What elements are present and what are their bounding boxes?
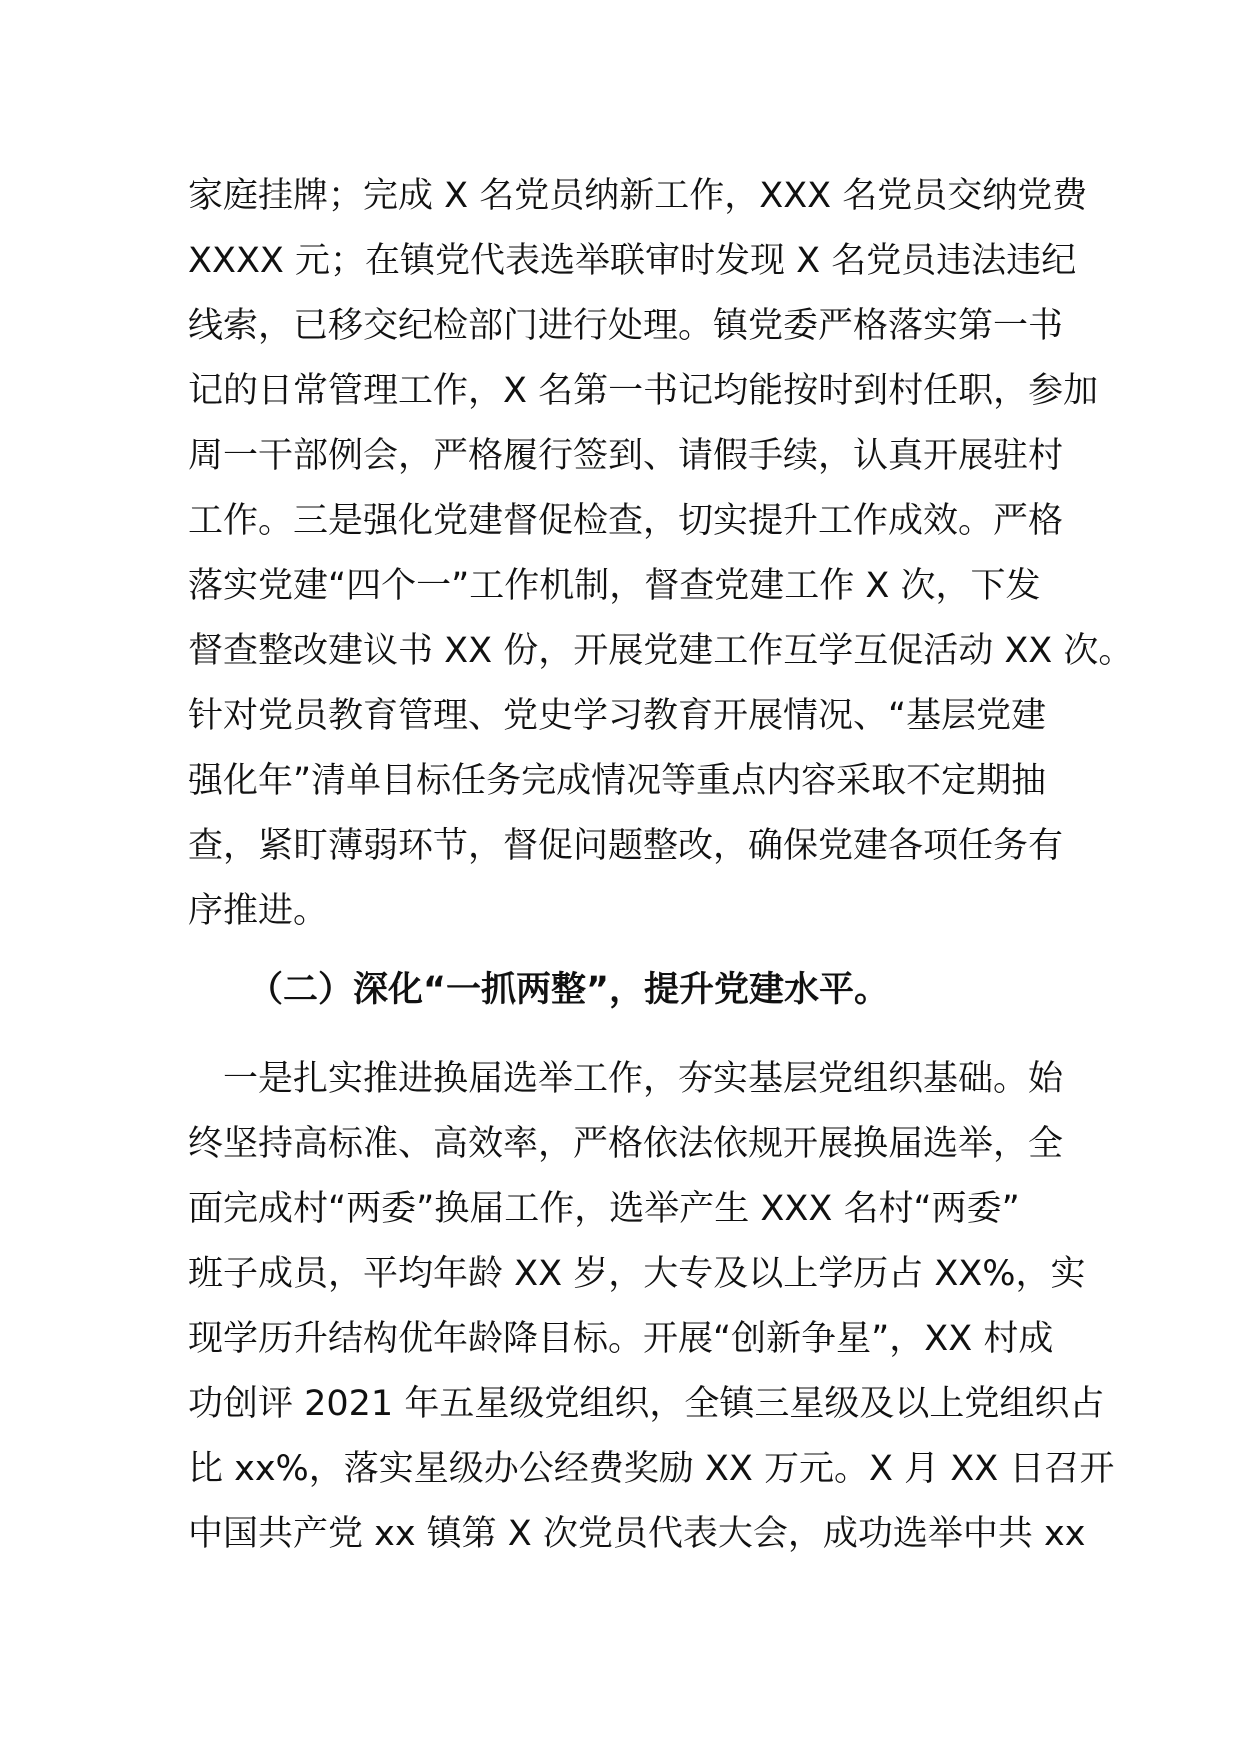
- paragraph-line: 现学历升结构优年龄降目标。开展“创新争星”，XX 村成: [188, 1319, 1054, 1359]
- paragraph-line: 终坚持高标准、高效率，严格依法依规开展换届选举，全: [188, 1124, 1064, 1164]
- paragraph-line: 督查整改建议书 XX 份，开展党建工作互学互促活动 XX 次。: [188, 631, 1134, 671]
- paragraph-line: 查，紧盯薄弱环节，督促问题整改，确保党建各项任务有: [188, 826, 1064, 866]
- paragraph-line: 强化年”清单目标任务完成情况等重点内容采取不定期抽: [188, 761, 1047, 801]
- paragraph-line: 针对党员教育管理、党史学习教育开展情况、“基层党建: [188, 696, 1047, 736]
- paragraph-line: 班子成员，平均年龄 XX 岁，大专及以上学历占 XX%，实: [188, 1254, 1086, 1294]
- paragraph-line: 序推进。: [188, 891, 329, 931]
- paragraph-line: 落实党建“四个一”工作机制，督查党建工作 X 次，下发: [188, 566, 1041, 606]
- paragraph-line: 线索，已移交纪检部门进行处理。镇党委严格落实第一书: [188, 306, 1064, 346]
- paragraph-line: 一是扎实推进换届选举工作，夯实基层党组织基础。始: [188, 1059, 1064, 1099]
- section-heading: （二）深化“一抓两整”，提升党建水平。: [248, 970, 890, 1010]
- paragraph-line: 工作。三是强化党建督促检查，切实提升工作成效。严格: [188, 501, 1064, 541]
- paragraph-line: 记的日常管理工作，X 名第一书记均能按时到村任职，参加: [188, 371, 1099, 411]
- paragraph-line: XXXX 元；在镇党代表选举联审时发现 X 名党员违法违纪: [188, 241, 1077, 281]
- paragraph-line: 面完成村“两委”换届工作，选举产生 XXX 名村“两委”: [188, 1189, 1020, 1229]
- paragraph-line: 比 xx%，落实星级办公经费奖励 XX 万元。X 月 XX 日召开: [188, 1449, 1115, 1489]
- paragraph-line: 家庭挂牌；完成 X 名党员纳新工作，XXX 名党员交纳党费: [188, 176, 1088, 216]
- body-paragraph-1: [188, 164, 1134, 944]
- paragraph-line: 功创评 2021 年五星级党组织，全镇三星级及以上党组织占: [188, 1384, 1105, 1424]
- paragraph-line: 中国共产党 xx 镇第 X 次党员代表大会，成功选举中共 xx: [188, 1514, 1086, 1554]
- paragraph-line: 周一干部例会，严格履行签到、请假手续，认真开展驻村: [188, 436, 1064, 476]
- body-paragraph-2: [188, 1047, 1115, 1567]
